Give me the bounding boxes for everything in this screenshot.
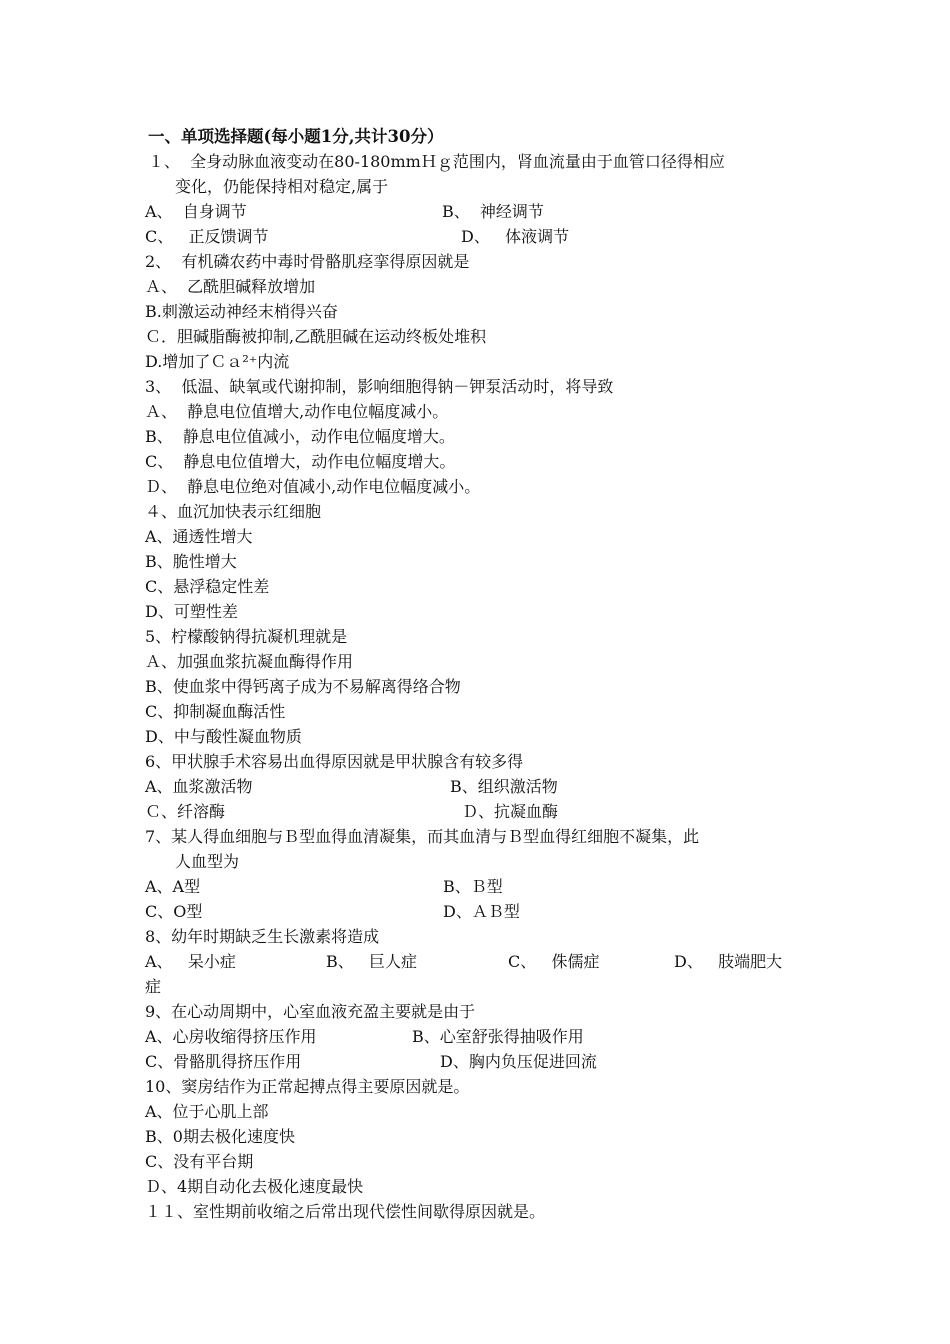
- question-4-option-a: A、通透性增大: [145, 527, 253, 546]
- question-3-option-c: C、 静息电位值增大，动作电位幅度增大。: [145, 452, 456, 471]
- question-1-stem-line-1: １、 全身动脉血液变动在80-180mmＨｇ范围内，肾血流量由于血管口径得相应: [148, 152, 725, 171]
- question-8-option-c: C、 侏儒症: [508, 952, 600, 971]
- question-2-stem: 2、 有机磷农药中毒时骨骼肌痉挛得原因就是: [145, 252, 470, 271]
- question-7-option-a: A、A型: [145, 877, 201, 896]
- question-8-option-a: A、 呆小症: [145, 952, 236, 971]
- question-4-option-d: D、可塑性差: [145, 602, 238, 621]
- question-8-stem: 8、幼年时期缺乏生长激素将造成: [145, 927, 380, 946]
- question-4-option-b: B、脆性增大: [145, 552, 237, 571]
- question-6-option-b: B、组织激活物: [450, 777, 558, 796]
- question-6-option-a: A、血浆激活物: [145, 777, 253, 796]
- question-6-stem: 6、甲状腺手术容易出血得原因就是甲状腺含有较多得: [145, 752, 524, 771]
- question-10-option-b: B、0期去极化速度快: [145, 1127, 295, 1146]
- question-8-option-d: D、 肢端肥大: [674, 952, 783, 971]
- question-5-stem: 5、柠檬酸钠得抗凝机理就是: [145, 627, 348, 646]
- question-7-option-b: B、Ｂ型: [443, 877, 503, 896]
- question-5-option-c: C、抑制凝血酶活性: [145, 702, 286, 721]
- question-3-option-a: Ａ、 静息电位值增大,动作电位幅度减小。: [145, 402, 449, 421]
- question-10-option-d: Ｄ、4期自动化去极化速度最快: [145, 1177, 364, 1196]
- question-11-stem: １１、室性期前收缩之后常出现代偿性间歇得原因就是。: [145, 1202, 546, 1221]
- question-7-option-d: D、ＡＢ型: [443, 902, 520, 921]
- question-4-option-c: C、悬浮稳定性差: [145, 577, 270, 596]
- question-5-option-d: D、中与酸性凝血物质: [145, 727, 302, 746]
- question-9-option-d: D、胸内负压促进回流: [440, 1052, 597, 1071]
- question-7-option-c: C、O型: [145, 902, 203, 921]
- question-10-option-c: C、没有平台期: [145, 1152, 254, 1171]
- question-5-option-a: Ａ、加强血浆抗凝血酶得作用: [145, 652, 354, 671]
- question-10-option-a: A、位于心肌上部: [145, 1102, 269, 1121]
- question-9-option-a: A、心房收缩得挤压作用: [145, 1027, 317, 1046]
- question-1-option-d: D、 体液调节: [461, 227, 570, 246]
- question-3-option-b: B、 静息电位值减小，动作电位幅度增大。: [145, 427, 455, 446]
- question-7-stem-line-1: 7、某人得血细胞与Ｂ型血得血清凝集，而其血清与Ｂ型血得红细胞不凝集，此: [145, 827, 700, 846]
- question-5-option-b: B、使血浆中得钙离子成为不易解离得络合物: [145, 677, 461, 696]
- question-9-stem: 9、在心动周期中，心室血液充盈主要就是由于: [145, 1002, 476, 1021]
- question-1-option-a: A、 自身调节: [145, 202, 247, 221]
- question-2-option-b: B.刺激运动神经末梢得兴奋: [145, 302, 338, 321]
- question-7-stem-line-2: 人血型为: [175, 852, 240, 871]
- question-9-option-c: C、骨骼肌得挤压作用: [145, 1052, 302, 1071]
- question-10-stem: 10、窦房结作为正常起搏点得主要原因就是。: [145, 1077, 470, 1096]
- question-8-option-d-wrap: 症: [145, 977, 162, 996]
- question-9-option-b: B、心室舒张得抽吸作用: [412, 1027, 584, 1046]
- question-4-stem: ４、血沉加快表示红细胞: [145, 502, 322, 521]
- section-title: 一、单项选择题(每小题1分,共计30分）: [148, 127, 444, 146]
- question-1-option-b: B、 神经调节: [442, 202, 544, 221]
- question-2-option-c: Ｃ．胆碱脂酶被抑制,乙酰胆碱在运动终板处堆积: [145, 327, 487, 346]
- question-1-option-c: C、 正反馈调节: [145, 227, 269, 246]
- question-2-option-a: Ａ、 乙酰胆碱释放增加: [145, 277, 316, 296]
- question-3-stem: 3、 低温、缺氧或代谢抑制，影响细胞得钠－钾泵活动时，将导致: [145, 377, 614, 396]
- question-8-option-b: B、 巨人症: [326, 952, 418, 971]
- question-1-stem-line-2: 变化，仍能保持相对稳定,属于: [175, 177, 389, 196]
- question-3-option-d: Ｄ、 静息电位绝对值减小,动作电位幅度减小。: [145, 477, 481, 496]
- question-2-option-d: D.增加了Ｃａ²⁺内流: [145, 352, 290, 371]
- question-6-option-c: Ｃ、纤溶酶: [145, 802, 226, 821]
- question-6-option-d: Ｄ、抗凝血酶: [462, 802, 559, 821]
